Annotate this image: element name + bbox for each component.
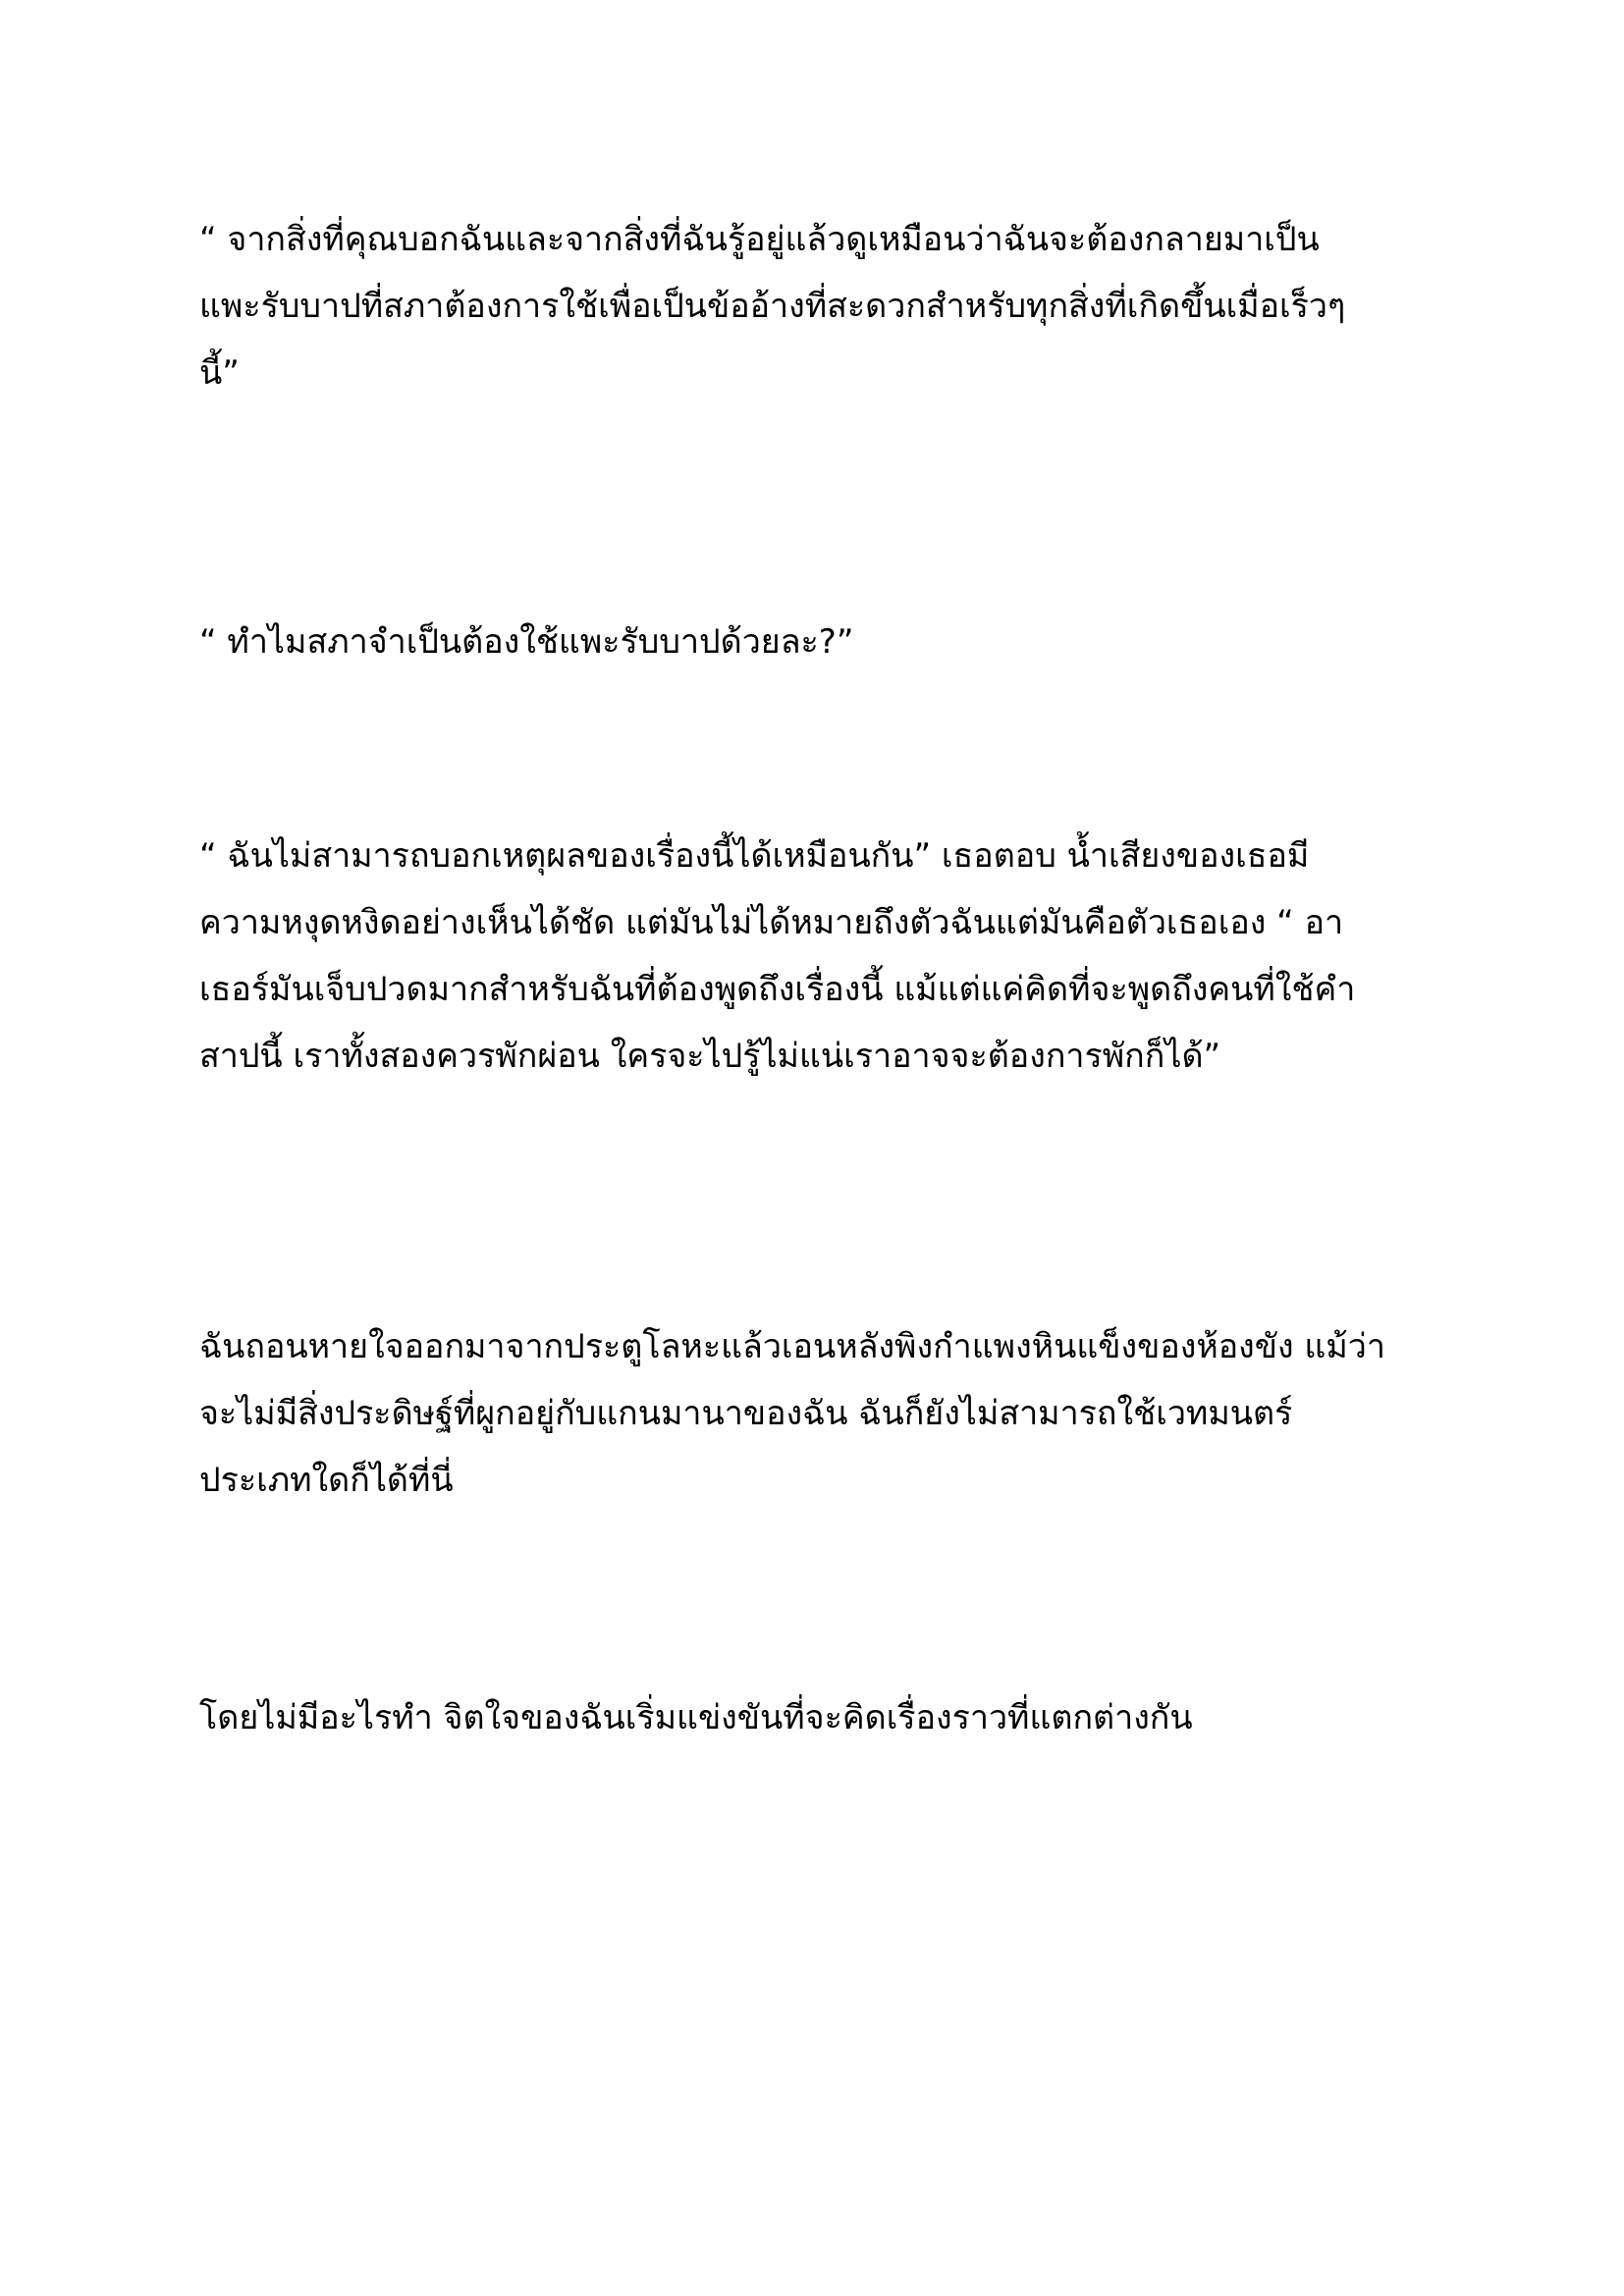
paragraph-line: ประเภทใดก็ได้ที่นี่: [199, 1461, 454, 1500]
paragraph-line: “ จากสิ่งที่คุณบอกฉันและจากสิ่งที่ฉันรู้อยู่แล้วดูเหมือนว่าฉันจะต้องกลายมาเป็น: [199, 220, 1320, 259]
paragraph-line: เธอร์มันเจ็บปวดมากสำหรับฉันที่ต้องพูดถึงเรื่องนี้ แม้แต่แค่คิดที่จะพูดถึงคนที่ใช้คำ: [199, 970, 1356, 1009]
paragraph-line: ฉันถอนหายใจออกมาจากประตูโลหะแล้วเอนหลังพิงกำแพงหินแข็งของห้องขัง แม้ว่า: [199, 1327, 1385, 1366]
paragraph-line: ความหงุดหงิดอย่างเห็นได้ชัด แต่มันไม่ได้หมายถึงตัวฉันแต่มันคือตัวเธอเอง “ อา: [199, 903, 1344, 942]
paragraph-1: [199, 206, 1466, 406]
paragraph-line: จะไม่มีสิ่งประดิษฐ์ที่ผูกอยู่กับแกนมานาของฉัน ฉันก็ยังไม่สามารถใช้เวทมนตร์: [199, 1394, 1293, 1433]
paragraph-5: [199, 1684, 1466, 1751]
paragraph-line: แพะรับบาปที่สภาต้องการใช้เพื่อเป็นข้ออ้างที่สะดวกสำหรับทุกสิ่งที่เกิดขึ้นเมื่อเร็วๆ: [199, 287, 1346, 326]
paragraph-line: นี้”: [199, 353, 240, 393]
paragraph-3: [199, 823, 1466, 1090]
paragraph-4: [199, 1313, 1466, 1514]
paragraph-line: “ ฉันไม่สามารถบอกเหตุผลของเรื่องนี้ได้เหมือนกัน” เธอตอบ น้ำเสียงของเธอมี: [199, 836, 1310, 876]
paragraph-line: สาปนี้ เราทั้งสองควรพักผ่อน ใครจะไปรู้ไม่แน่เราอาจจะต้องการพักก็ได้”: [199, 1037, 1221, 1076]
paragraph-line: “ ทำไมสภาจำเป็นต้องใช้แพะรับบาปด้วยละ?”: [199, 622, 854, 662]
paragraph-2: [199, 609, 1466, 675]
paragraph-line: โดยไม่มีอะไรทำ จิตใจของฉันเริ่มแข่งขันที่จะคิดเรื่องราวที่แตกต่างกัน: [199, 1698, 1193, 1737]
